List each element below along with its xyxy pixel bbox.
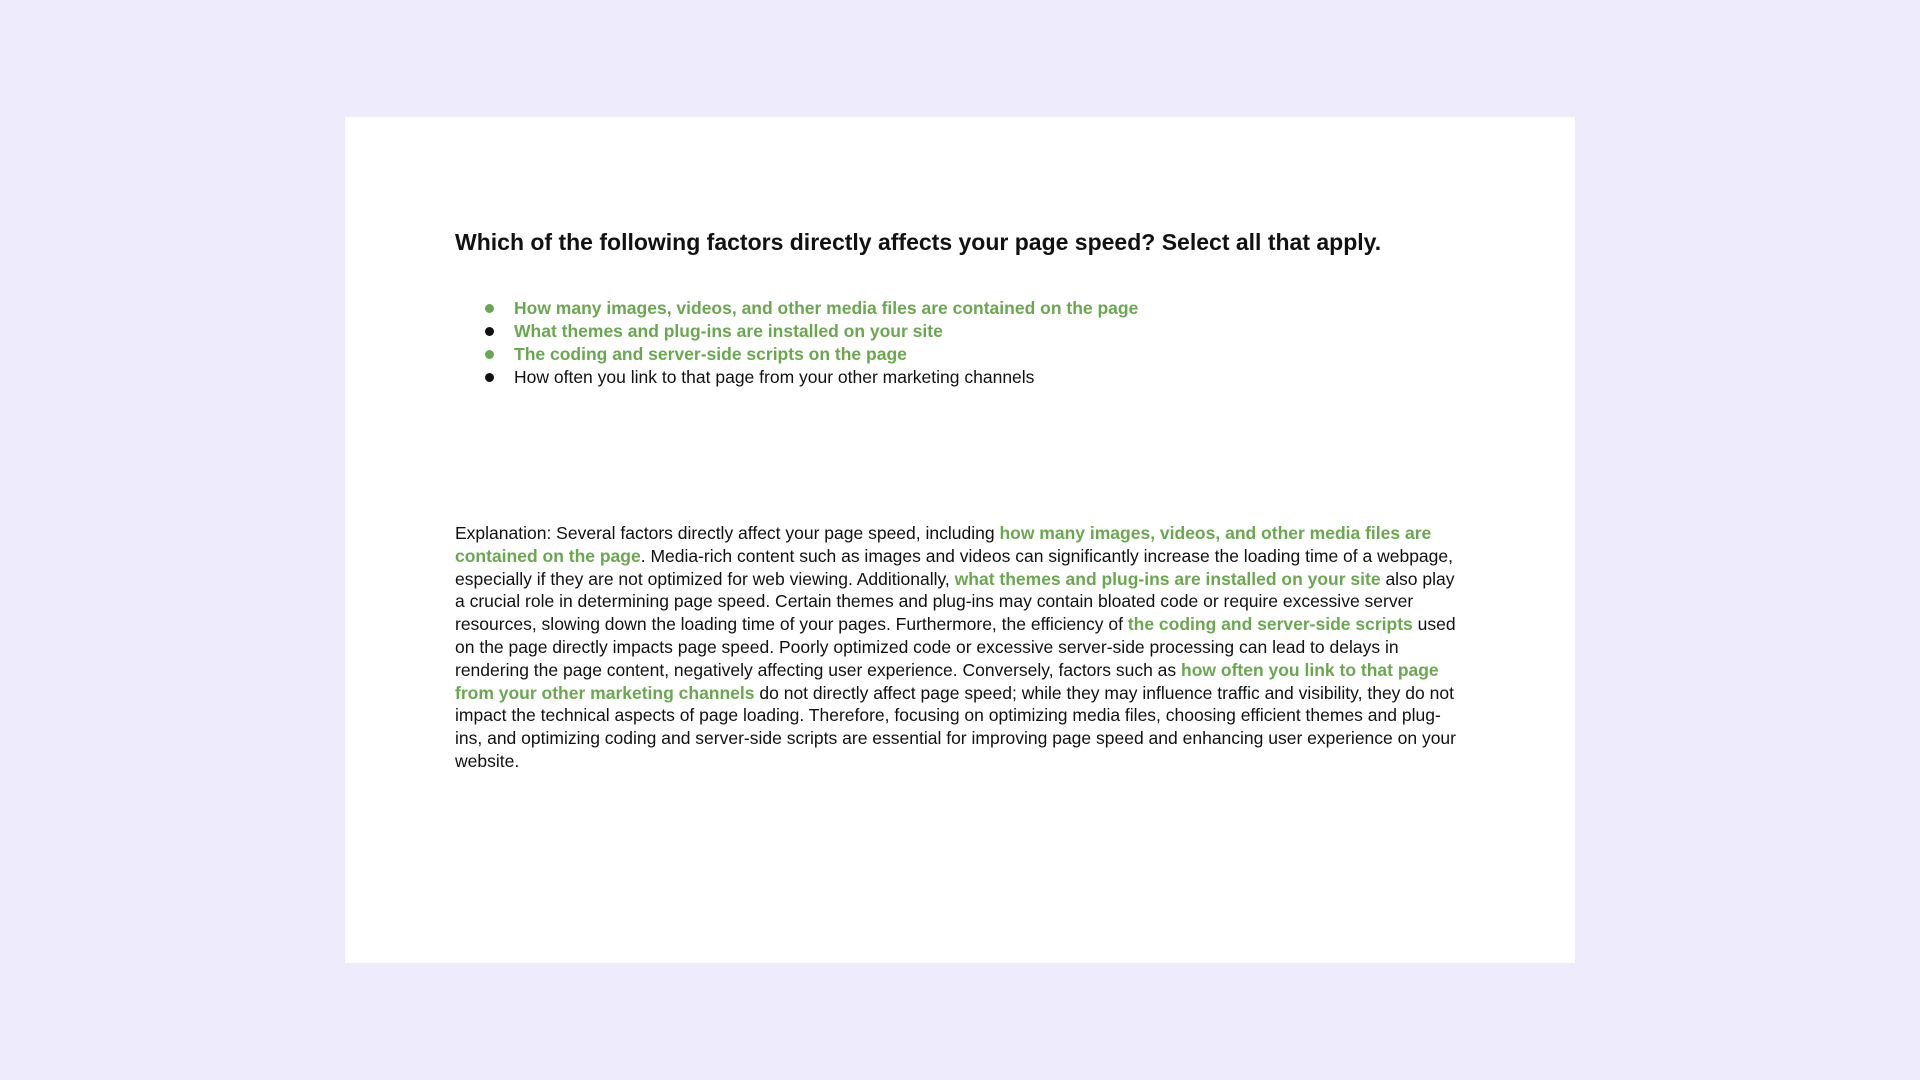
quiz-content xyxy=(455,227,1465,771)
option-item-3 xyxy=(485,343,1138,366)
option-text: How often you link to that page from your other marketing channels xyxy=(514,367,1035,387)
bullet-icon xyxy=(485,350,494,359)
explanation-highlight: how many images, videos, and other media files are contained on the page xyxy=(455,523,1432,566)
question-heading: Which of the following factors directly affects your page speed? Select all that apply. xyxy=(455,229,1382,255)
document-page xyxy=(345,117,1575,963)
explanation-text: . Media-rich content such as images and videos can significantly increase the loading time of a webpage, especially if they are not optimized for web viewing. Additionally, xyxy=(455,545,1453,589)
bullet-icon xyxy=(485,327,494,336)
option-item-2 xyxy=(485,320,1138,343)
bullet-icon xyxy=(485,304,494,313)
explanation-text: Explanation: Several factors directly affect your page speed, including xyxy=(455,523,1000,543)
option-text: The coding and server-side scripts on the page xyxy=(514,344,907,364)
option-item-1 xyxy=(485,297,1138,320)
explanation-highlight: what themes and plug-ins are installed on your site xyxy=(954,568,1381,589)
option-text: How many images, videos, and other media files are contained on the page xyxy=(514,298,1139,318)
explanation-text: do not directly affect page speed; while they may influence traffic and visibility, they do not impact the technical aspects of page loading. Therefore, focusing on optimizing media files, choosing efficient themes and plug-ins, and optimizing coding and server-side scripts are essential for improving page speed and enhancing user experience on your website. xyxy=(455,682,1456,771)
option-text: What themes and plug-ins are installed on your site xyxy=(514,321,943,341)
explanation-text: used on the page directly impacts page speed. Poorly optimized code or excessive server-side processing can lead to delays in rendering the page content, negatively affecting user experience. Conversely, factors such as xyxy=(455,614,1456,680)
option-item-4 xyxy=(485,366,1138,389)
explanation-text: also play a crucial role in determining page speed. Certain themes and plug-ins may contain bloated code or require excessive server resources, slowing down the loading time of your pages. Furthermore, the efficiency of xyxy=(455,568,1455,635)
answer-options-list xyxy=(485,297,1138,389)
bullet-icon xyxy=(485,373,494,382)
explanation-highlight: how often you link to that page from your other marketing channels xyxy=(455,659,1439,703)
explanation-highlight: the coding and server-side scripts xyxy=(1127,614,1413,635)
explanation-paragraph xyxy=(455,522,1465,773)
